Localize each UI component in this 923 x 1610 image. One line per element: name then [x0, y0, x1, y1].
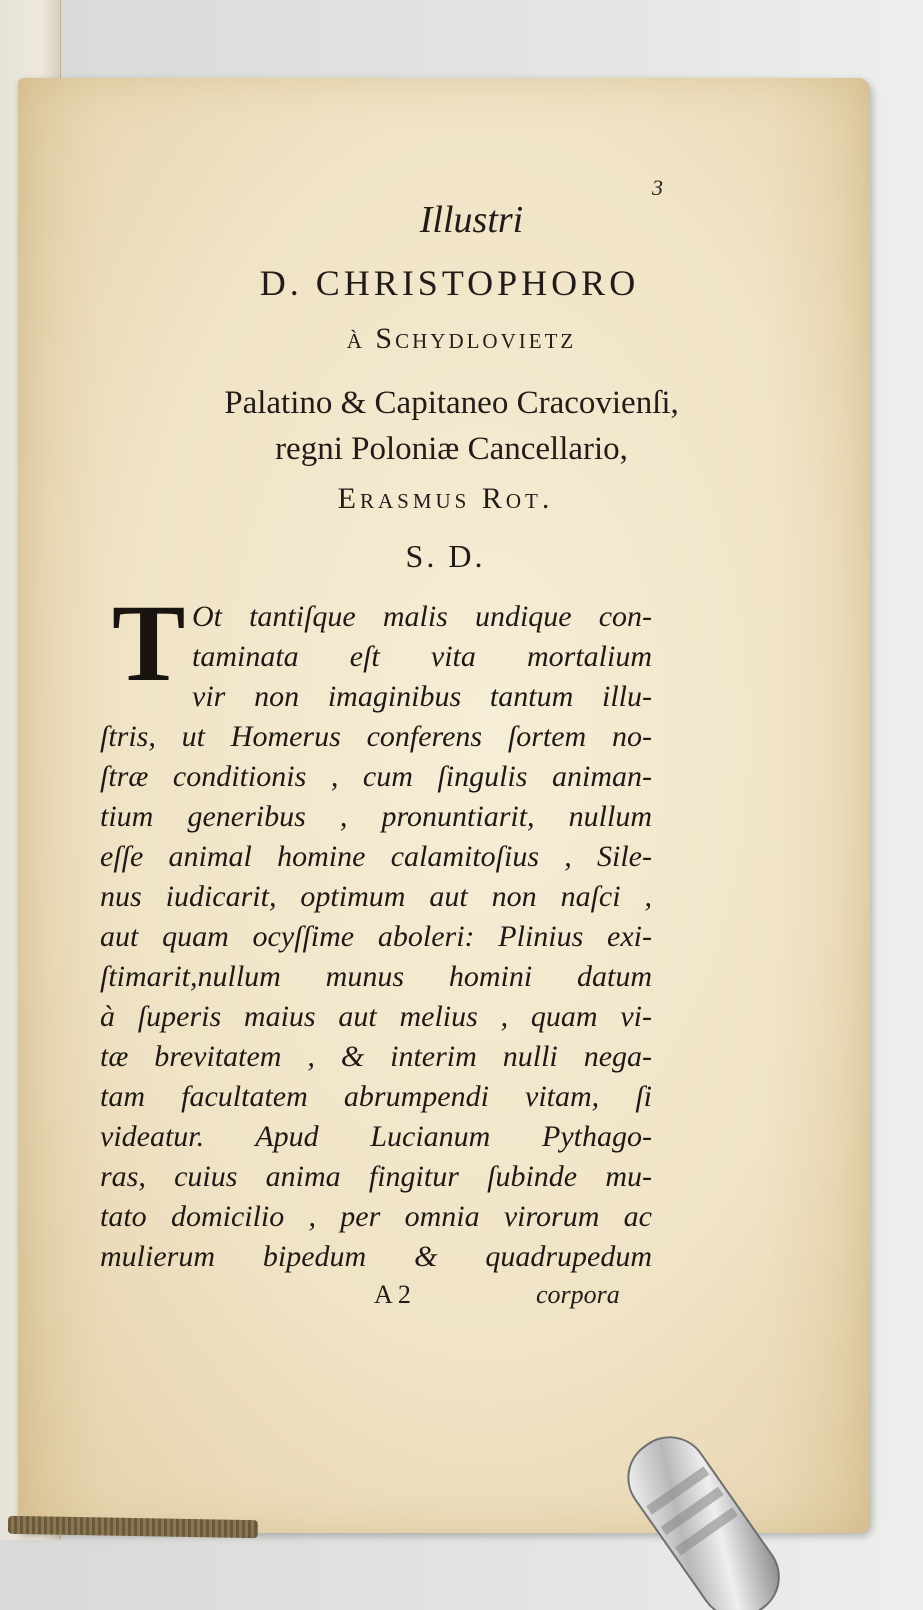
title-line: regni Poloniæ Cancellario,: [275, 431, 628, 467]
catchword: corpora: [536, 1280, 620, 1309]
text-line: eſſe animal homine calamitoſius , Sile-: [100, 840, 652, 873]
dedicatee-family: à Schydlovietz: [346, 322, 577, 355]
text-line: tam facultatem abrumpendi vitam, ſi: [100, 1080, 652, 1113]
page-number: 3: [652, 175, 663, 200]
text-line: ſtimarit,nullum munus homini datum: [100, 960, 652, 993]
text-line: ſtris, ut Homerus conferens ſortem no-: [100, 720, 652, 753]
text-line: tium generibus , pronuntiarit, nullum: [100, 800, 652, 833]
dedication-salutation: Illustri: [419, 199, 524, 241]
author-name: Erasmus Rot.: [337, 482, 554, 515]
title-line: Palatino & Capitaneo Cracovienſi,: [224, 385, 679, 421]
text-line: ras, cuius anima fingitur ſubinde mu-: [100, 1160, 652, 1193]
text-line: ſtræ conditionis , cum ſingulis animan-: [100, 760, 652, 793]
greeting: S. D.: [405, 538, 486, 574]
signature-mark: A 2: [374, 1280, 411, 1309]
metal-page-clip: [600, 1420, 790, 1610]
text-line: nus iudicarit, optimum aut non naſci ,: [100, 880, 652, 913]
text-line: Ot tantiſque malis undique con-: [192, 600, 652, 633]
text-line: tæ brevitatem , & interim nulli nega-: [100, 1040, 652, 1073]
dedicatee-titles: [0, 380, 913, 472]
drop-cap: T: [112, 582, 186, 704]
text-line: vir non imaginibus tantum illu-: [192, 680, 652, 713]
dedicatee-name: D. CHRISTOPHORO: [259, 263, 640, 303]
text-line: à ſuperis maius aut melius , quam vi-: [100, 1000, 652, 1033]
text-line: mulierum bipedum & quadrupedum: [100, 1240, 652, 1273]
text-line: tato domicilio , per omnia virorum ac: [100, 1200, 652, 1233]
text-line: videatur. Apud Lucianum Pythago-: [100, 1120, 652, 1153]
text-line: taminata eſt vita mortalium: [192, 640, 652, 673]
text-line: aut quam ocyſſime aboleri: Plinius exi-: [100, 920, 652, 953]
